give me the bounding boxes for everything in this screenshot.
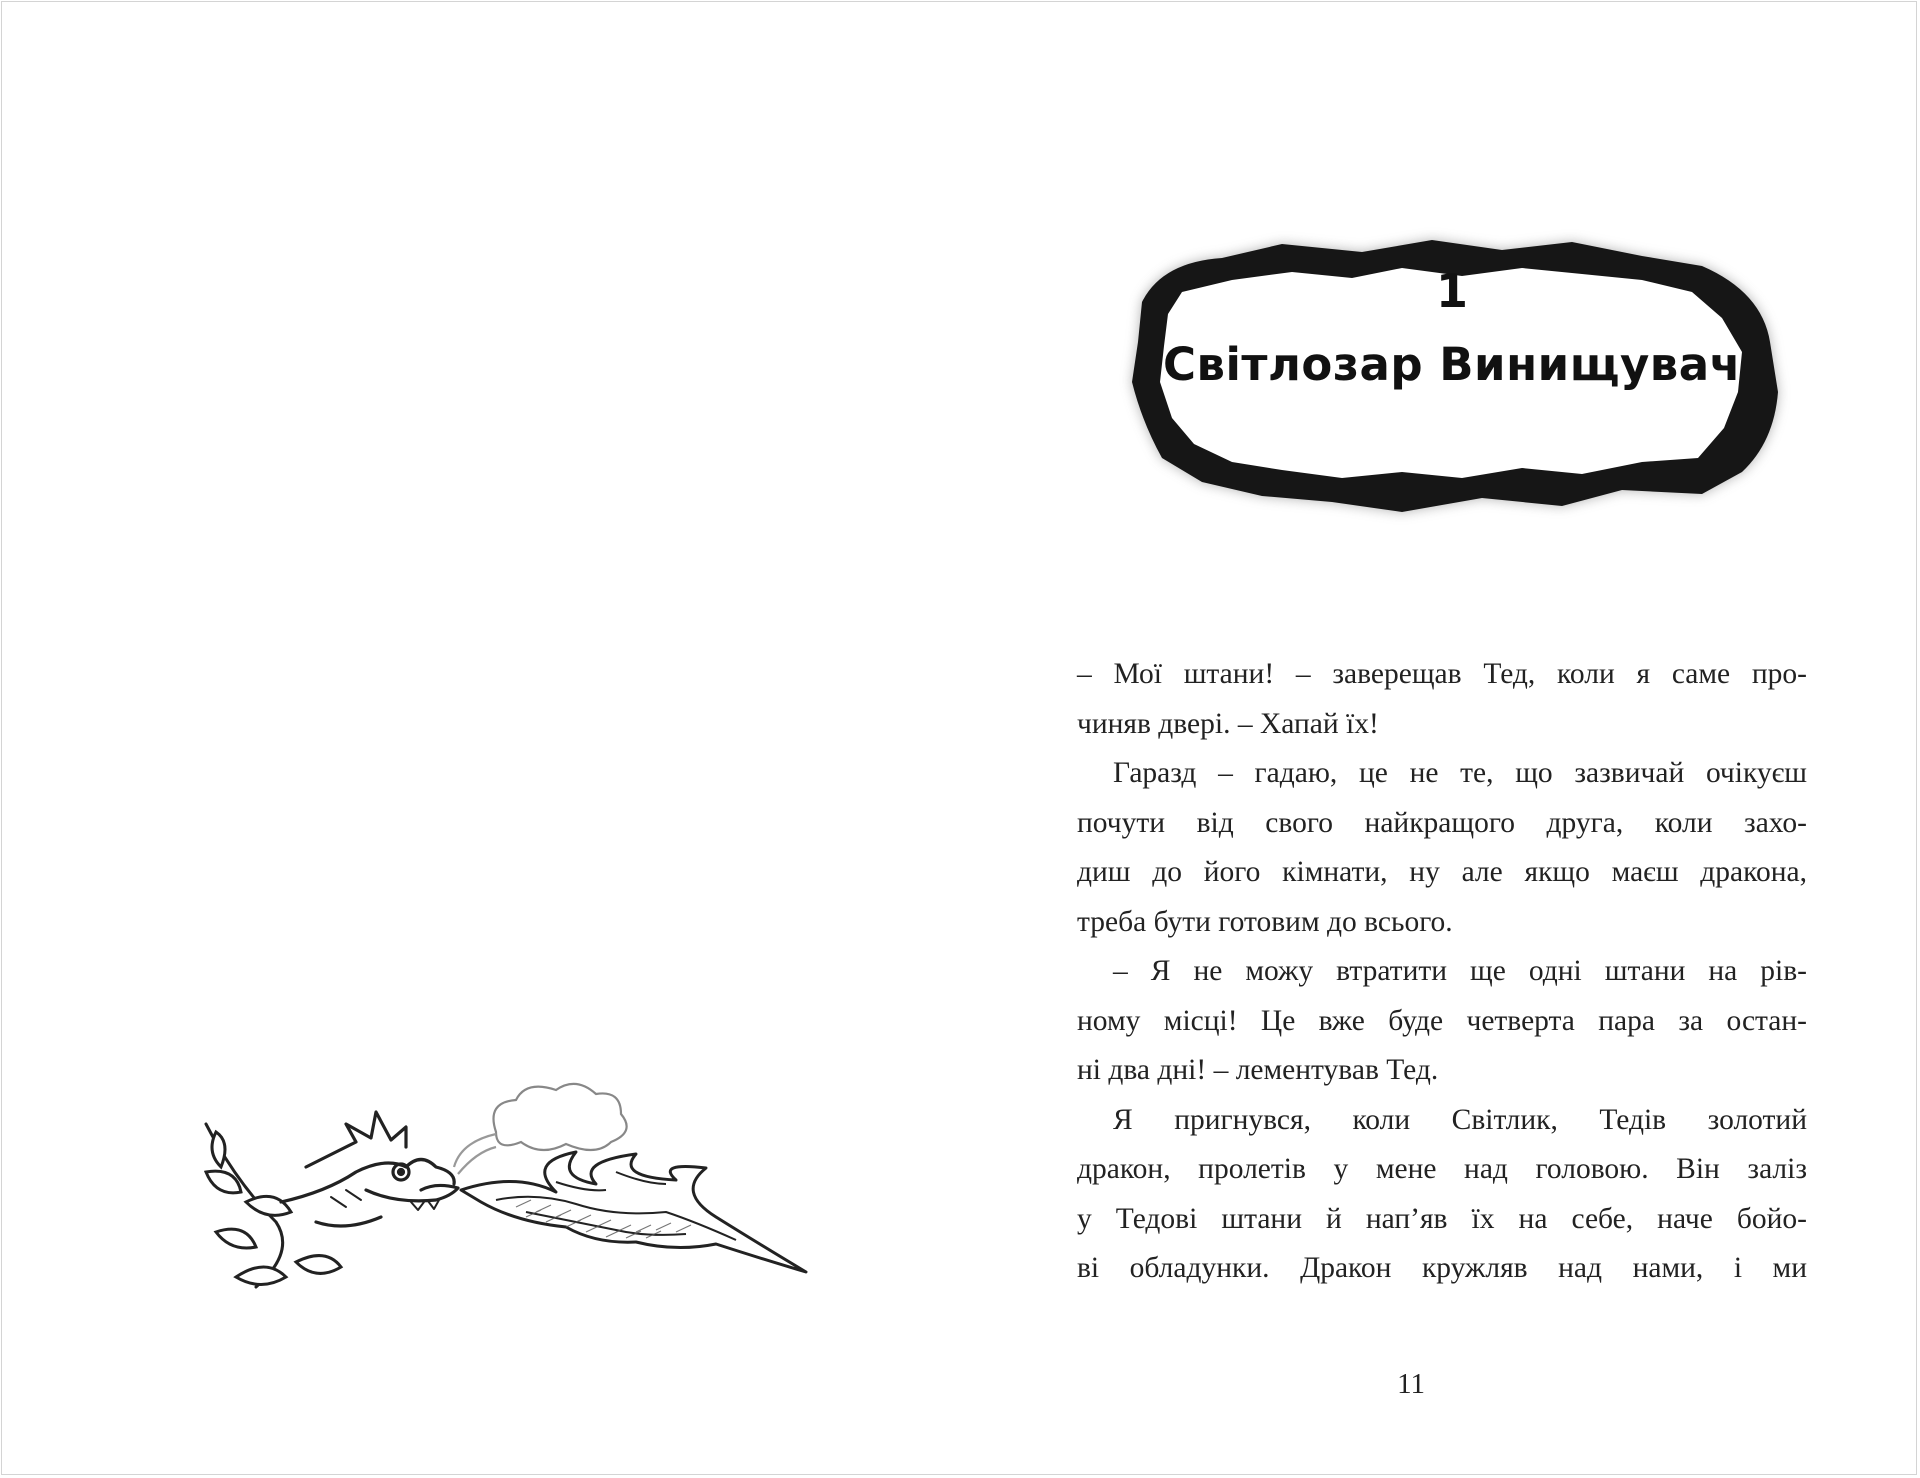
text-line: ві обладунки. Дракон кружляв над нами, і ми <box>1077 1252 1807 1284</box>
text-line: треба бути готовим до всього. <box>1077 905 1453 938</box>
right-page <box>1030 0 1920 1478</box>
text-line: у Тедові штани й нап’яв їх на себе, наче бойо- <box>1077 1202 1807 1235</box>
chapter-title: Світлозар Винищувач <box>1162 338 1742 391</box>
text-line: почути від свого найкращого друга, коли захо- <box>1077 806 1807 839</box>
text-line: дракон, пролетів у мене над головою. Він заліз <box>1077 1153 1807 1185</box>
dragon-icon <box>196 1072 836 1312</box>
text-line: Гаразд – гадаю, це не те, що зазвичай очікуєш <box>1113 757 1807 789</box>
page-number: 11 <box>1397 1368 1425 1400</box>
chapter-number: 1 <box>1435 264 1468 318</box>
text-line: – Мої штани! – заверещав Тед, коли я саме про- <box>1077 658 1807 690</box>
text-line: ні два дні! – лементував Тед. <box>1077 1054 1439 1086</box>
text-line: ному місці! Це вже буде четверта пара за остан- <box>1077 1004 1807 1037</box>
text-line: диш до його кімнати, ну але якщо маєш дракона, <box>1077 856 1807 888</box>
text-line: Я пригнувся, коли Світлик, Тедів золотий <box>1113 1103 1807 1136</box>
text-line: чиняв двері. – Хапай їх! <box>1077 707 1379 740</box>
body-text <box>1077 650 1807 1294</box>
text-line: – Я не можу втратити ще одні штани на рів- <box>1113 955 1807 987</box>
chapter-badge <box>1102 222 1802 552</box>
